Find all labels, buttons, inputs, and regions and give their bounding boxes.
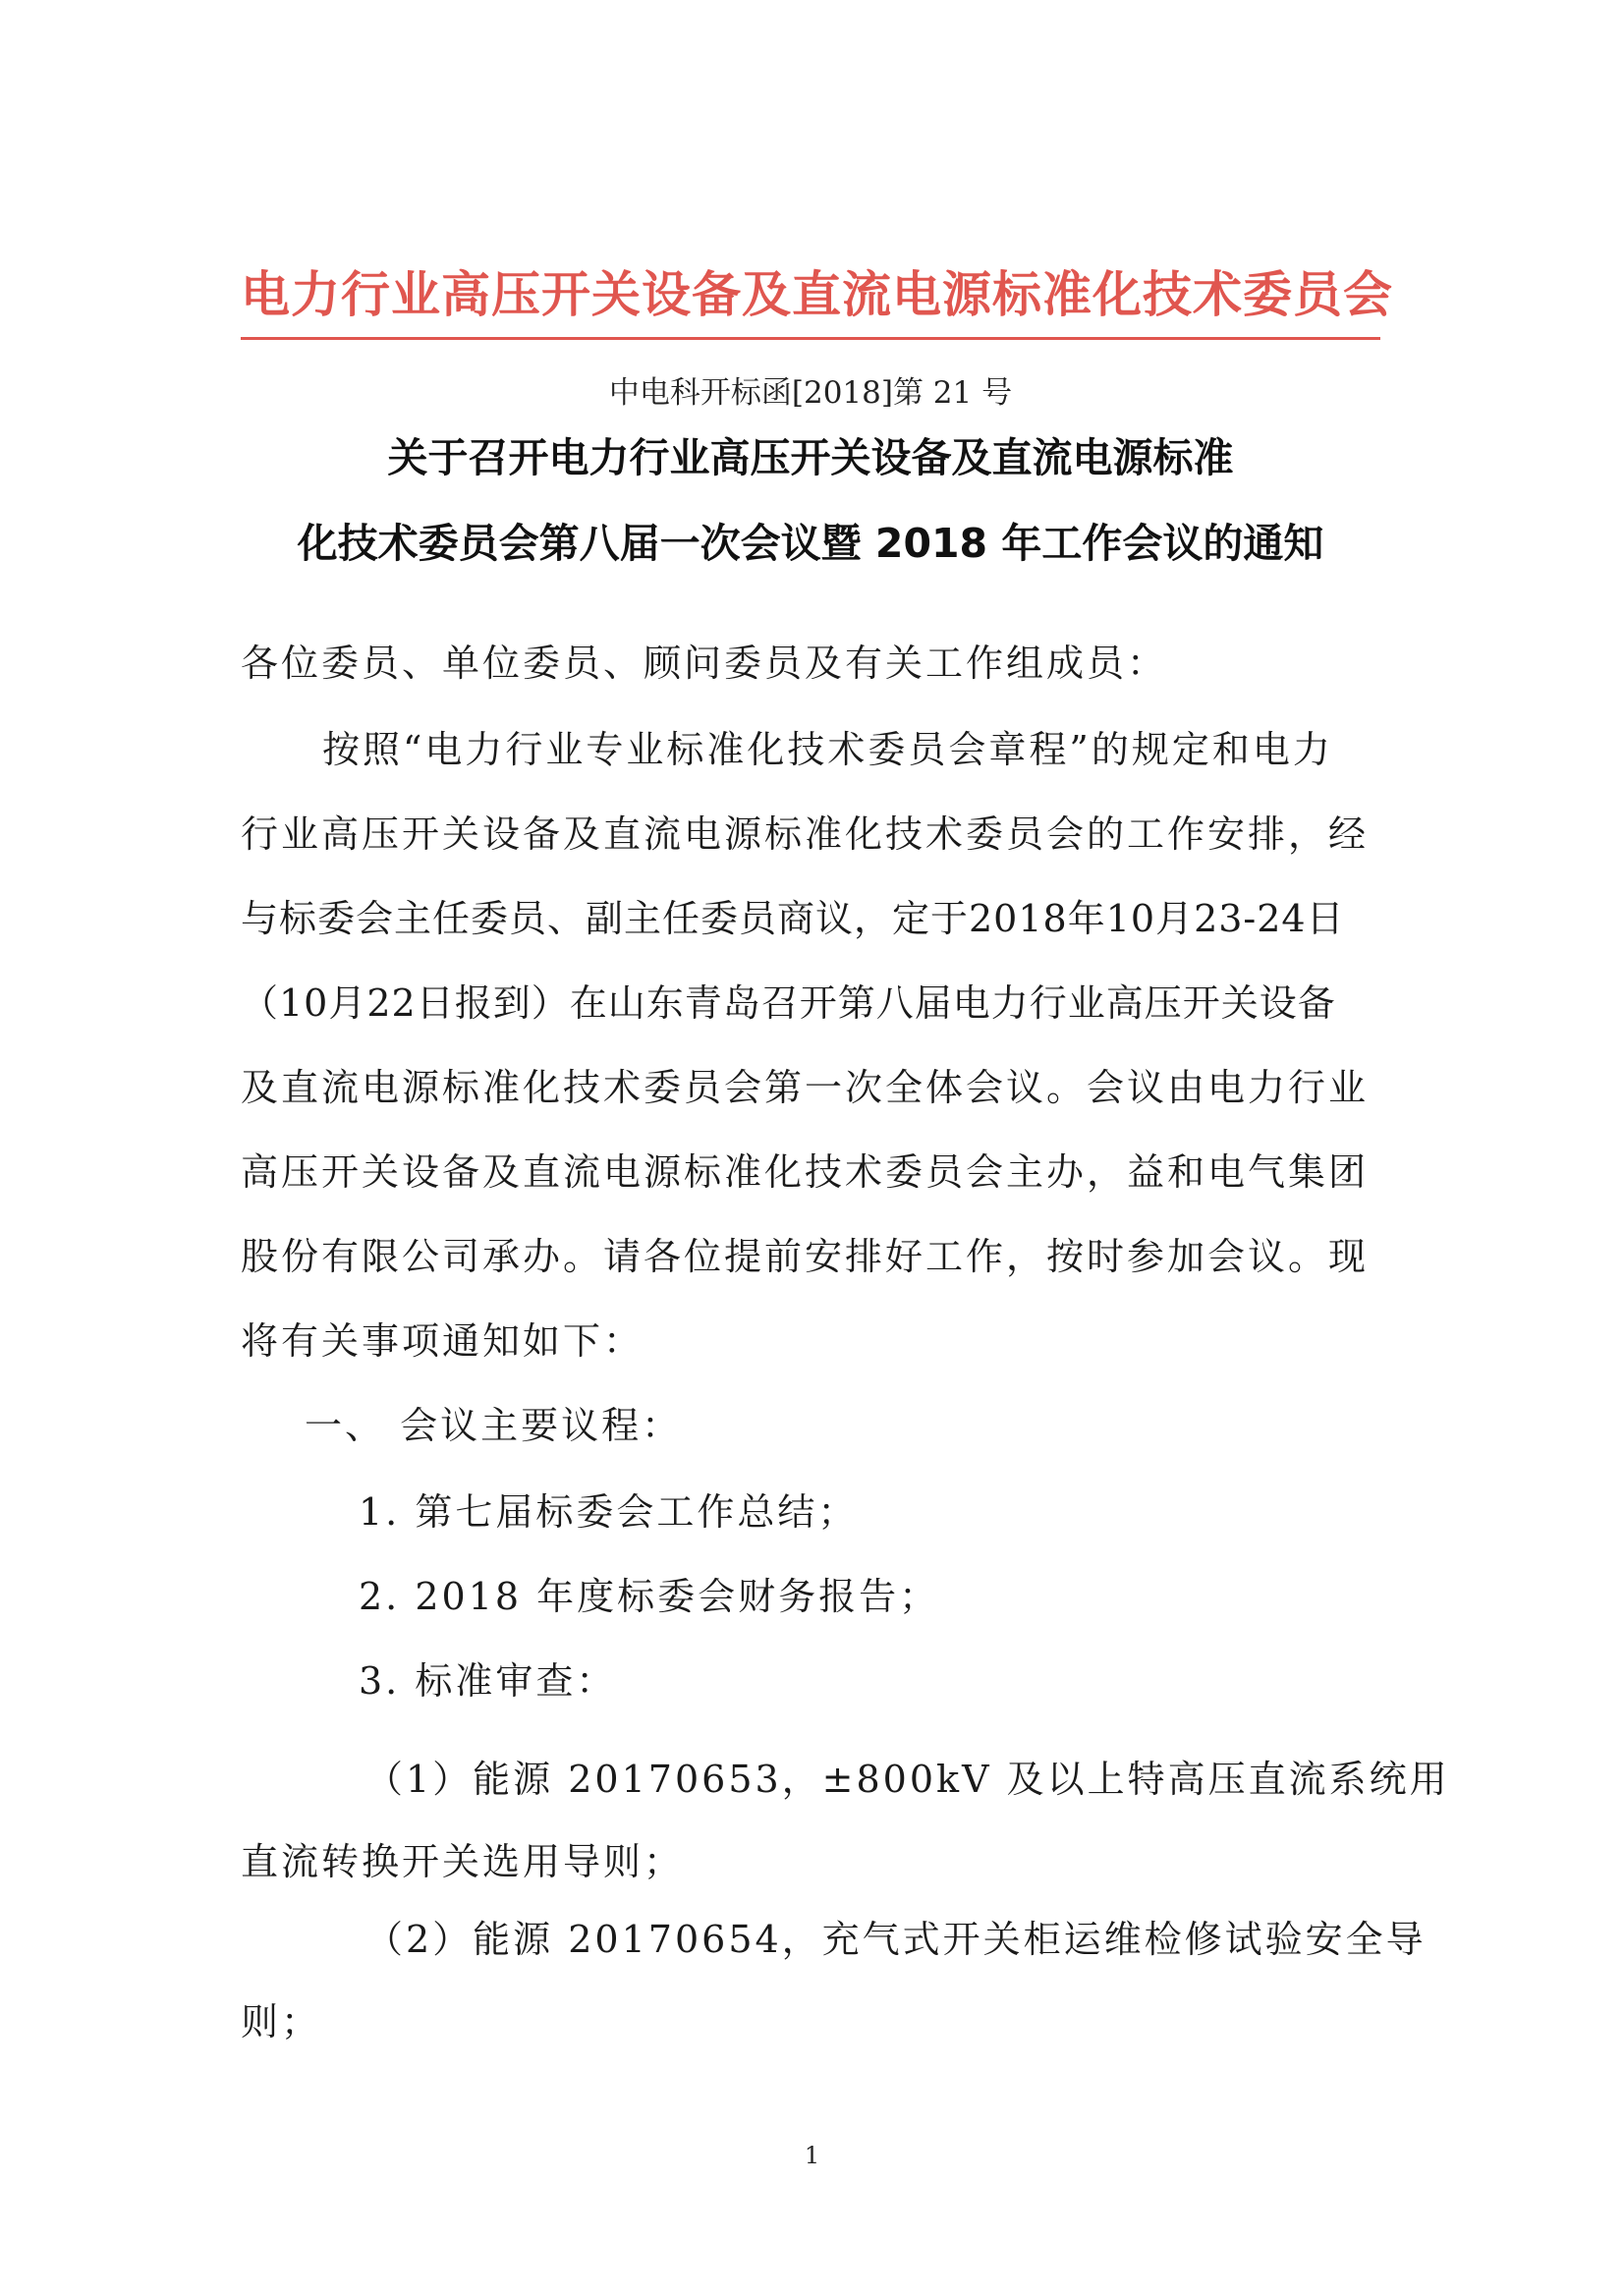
salutation: 各位委员、单位委员、顾问委员及有关工作组成员： — [241, 642, 1168, 685]
organization-header: 电力行业高压开关设备及直流电源标准化技术委员会 — [241, 265, 1393, 323]
standard-item-2: （2）能源 20170654，充气式开关柜运维检修试验安全导 — [365, 1918, 1427, 1961]
section-heading: 一、 会议主要议程： — [305, 1404, 683, 1447]
agenda-item-2: 2. 2018 年度标委会财务报告； — [359, 1575, 940, 1618]
paragraph-line: 按照“电力行业专业标准化技术委员会章程”的规定和电力 — [322, 728, 1333, 771]
paragraph-line: 行业高压开关设备及直流电源标准化技术委员会的工作安排，经 — [241, 812, 1370, 856]
paragraph-line: （10月22日报到）在山东青岛召开第八届电力行业高压开关设备 — [241, 981, 1336, 1025]
notice-title-line-2: 化技术委员会第八届一次会议暨 2018 年工作会议的通知 — [297, 520, 1324, 567]
notice-title-line-1: 关于召开电力行业高压开关设备及直流电源标准 — [387, 434, 1234, 481]
document-number: 中电科开标函[2018]第 21 号 — [608, 375, 1013, 411]
standard-item-1-cont: 直流转换开关选用导则； — [241, 1840, 685, 1883]
paragraph-line: 高压开关设备及直流电源标准化技术委员会主办，益和电气集团 — [241, 1150, 1370, 1194]
paragraph-line: 与标委会主任委员、副主任委员商议，定于2018年10月23-24日 — [241, 897, 1345, 940]
paragraph-line: 将有关事项通知如下： — [241, 1319, 644, 1363]
standard-item-1: （1）能源 20170653，±800kV 及以上特高压直流系统用 — [365, 1758, 1450, 1801]
agenda-item-3: 3. 标准审查： — [359, 1659, 617, 1703]
paragraph-line: 及直流电源标准化技术委员会第一次全体会议。会议由电力行业 — [241, 1066, 1370, 1109]
agenda-item-1: 1. 第七届标委会工作总结； — [359, 1490, 859, 1534]
standard-item-2-cont: 则； — [241, 2000, 322, 2043]
header-divider — [241, 337, 1380, 340]
page-number: 1 — [804, 2142, 820, 2169]
paragraph-line: 股份有限公司承办。请各位提前安排好工作，按时参加会议。现 — [241, 1235, 1370, 1278]
